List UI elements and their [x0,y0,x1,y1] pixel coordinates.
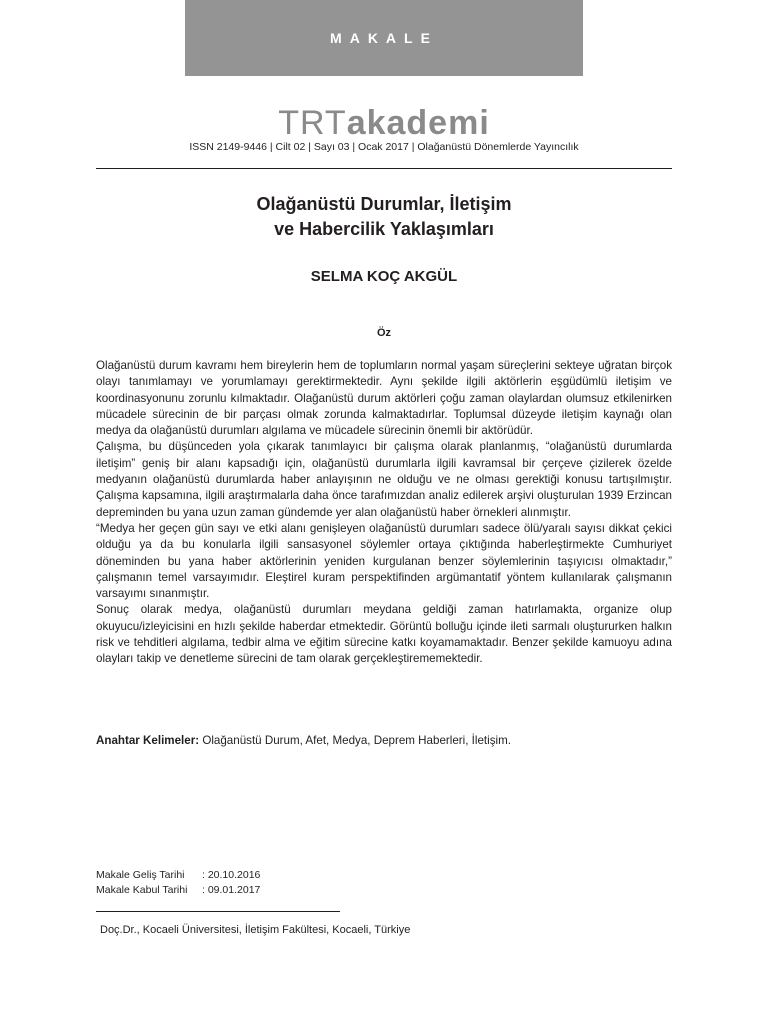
issn-line: ISSN 2149-9446 | Cilt 02 | Sayı 03 | Ocak 2017 | Olağanüstü Dönemlerde Yayıncılık [189,141,579,153]
date-label: Makale Kabul Tarihi [96,884,188,896]
footnote-divider [96,911,340,912]
title-line-2: ve Habercilik Yaklaşımları [274,219,494,239]
abstract-paragraph: Olağanüstü durum kavramı hem bireylerin hem de toplumların normal yaşam süreçlerini sekteye uğratan birçok olayı tanımlamayı ve yorumlamayı gerektirmektedir. Aynı şekilde ilgili aktörlerin eşgüdümlü iletişim ve koordinasyonunu zorunlu kılmaktadır. Olağanüstü durum aktörleri çoğu zaman olaylardan olumsuz etkilenirken mücadele sürecinin de bir parçası olmak zorunda kalmaktadırlar. Toplumsal düzeyde iletişim kaynağı olan medya da olağanüstü durumları algılama ve mücadele sürecinin önemli bir aktörüdür. [96,359,672,438]
keywords [96,733,672,749]
header-divider [96,168,672,169]
journal-logo [0,104,768,142]
date-label: Makale Geliş Tarihi [96,869,185,881]
abstract-paragraph: “Medya her geçen gün sayı ve etki alanı genişleyen olağanüstü durumları sadece ölü/yaralı sayısı dikkat çekici olduğu ya da bu konularla ilgili sansasyonel söylemler ortaya çıktığında haberleştirmekte Cumhuriyet döneminden bu yana haber aktörlerinin yeniden kurgulanan benzer söylemlerinin taşıyıcısı olmaktadır,” çalışmanın temel varsayımıdır. Eleştirel kuram perspektifinden argümantatif yöntem kullanılarak çalışmanın varsayımı sınanmıştır. [96,521,672,601]
abstract-heading: Öz [376,327,392,339]
author-affiliation-footnote: Doç.Dr., Kocaeli Üniversitesi, İletişim Fakültesi, Kocaeli, Türkiye [100,924,411,936]
abstract-paragraph: Sonuç olarak medya, olağanüstü durumları meydana geldiği zaman hatırlamakta, organize olup okuyucu/izleyicisini en hızlı şekilde haberdar etmektedir. Görüntü bolluğu içinde ileti sarmalı oluştururken halkın risk ve tehditleri algılama, tedbir alma ve eğitim sürecine katkı koyamamaktadır. Benzer şekilde kamuoyu adına olayları takip ve denetleme sürecini de tam olarak gerçekleştirememektedir. [96,603,672,666]
article-title [0,192,768,242]
abstract-paragraph: Çalışma, bu düşünceden yola çıkarak tanımlayıcı bir çalışma olarak planlanmış, “olağanüstü durumlarda iletişim” geniş bir alanı kapsadığı için, olağanüstü durumlarla ilgili kavramsal bir çerçeve çizilerek özelde medyanın olağanüstü durumlarda haber anlayışının ne olduğu ve ne olması gerektiği konusu tartışılmıştır. Çalışma kapsamına, ilgili araştırmalarla daha önce tarafımızdan analiz edilerek arşivi oluşturulan 1939 Erzincan depreminden bu yana uzun zaman gündemde yer alan olağanüstü haber örnekleri alınmıştır. [96,440,672,519]
date-value: : 09.01.2017 [202,884,261,896]
banner-label: MAKALE [330,30,438,46]
abstract-body [96,358,672,668]
date-row-received [96,868,260,883]
keywords-value: Olağanüstü Durum, Afet, Medya, Deprem Haberleri, İletişim. [199,734,511,747]
keywords-label: Anahtar Kelimeler: [96,734,200,747]
author-name: SELMA KOÇ AKGÜL [310,268,458,285]
date-row-accepted [96,883,260,898]
logo-akademi: akademi [346,104,490,142]
section-banner [185,0,583,76]
article-dates [96,868,260,898]
date-value: : 20.10.2016 [202,869,261,881]
title-line-1: Olağanüstü Durumlar, İletişim [256,194,512,214]
logo-trt: TRT [278,104,347,142]
